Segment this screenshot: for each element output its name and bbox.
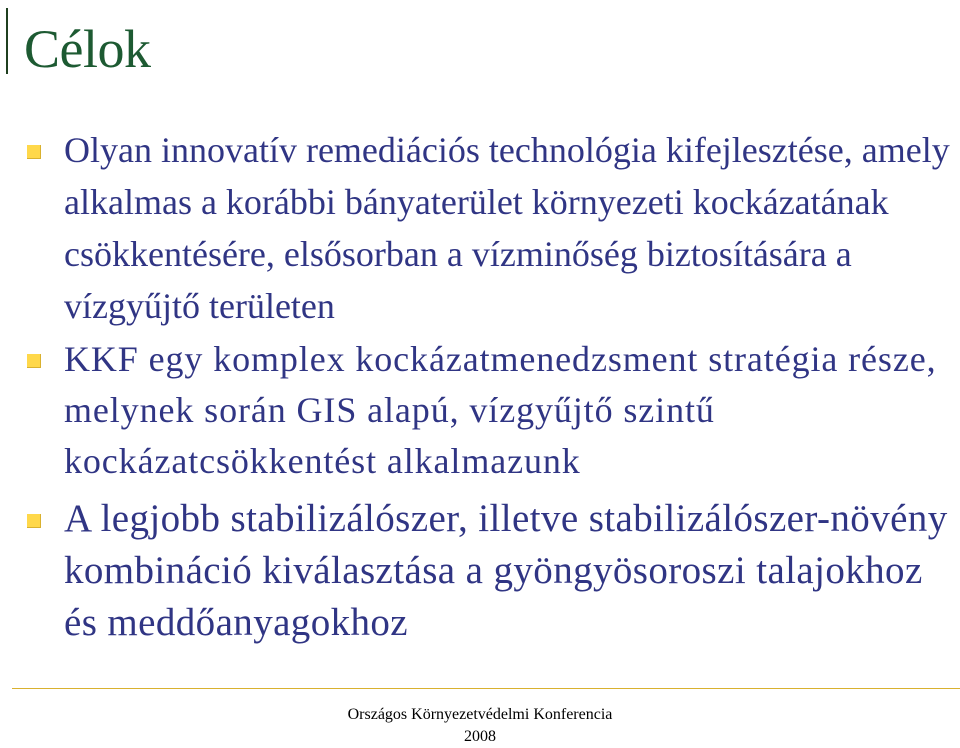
footer-year: 2008 [464,728,496,745]
bullet-item [0,334,960,487]
title-side-rule [6,8,8,74]
slide-title: Célok [24,19,151,79]
square-bullet-icon [27,514,41,528]
bullet-text: A legjobb stabilizálószer, illetve stabilizálószer-növény kombináció kiválasztása a gyöngyösoroszi talajokhoz és meddőanyagokhoz [64,497,948,644]
bullet-item [0,493,960,649]
slide-footer [0,704,960,748]
bullet-text: KKF egy komplex kockázatmenedzsment stratégia része, melynek során GIS alapú, vízgyűjtő szintű kockázatcsökkentést alkalmazunk [64,339,937,481]
square-bullet-icon [27,145,41,159]
square-bullet-icon [27,354,41,368]
bullet-list [0,124,960,649]
footer-divider [12,688,960,689]
footer-conference: Országos Környezetvédelmi Konferencia [347,706,613,723]
bullet-item [0,124,960,332]
bullet-text: Olyan innovatív remediációs technológia kifejlesztése, amely alkalmas a korábbi bányaterület környezeti kockázatának csökkentésére, elsősorban a vízminőség biztosítására a vízgyűjtő területen [64,130,950,326]
